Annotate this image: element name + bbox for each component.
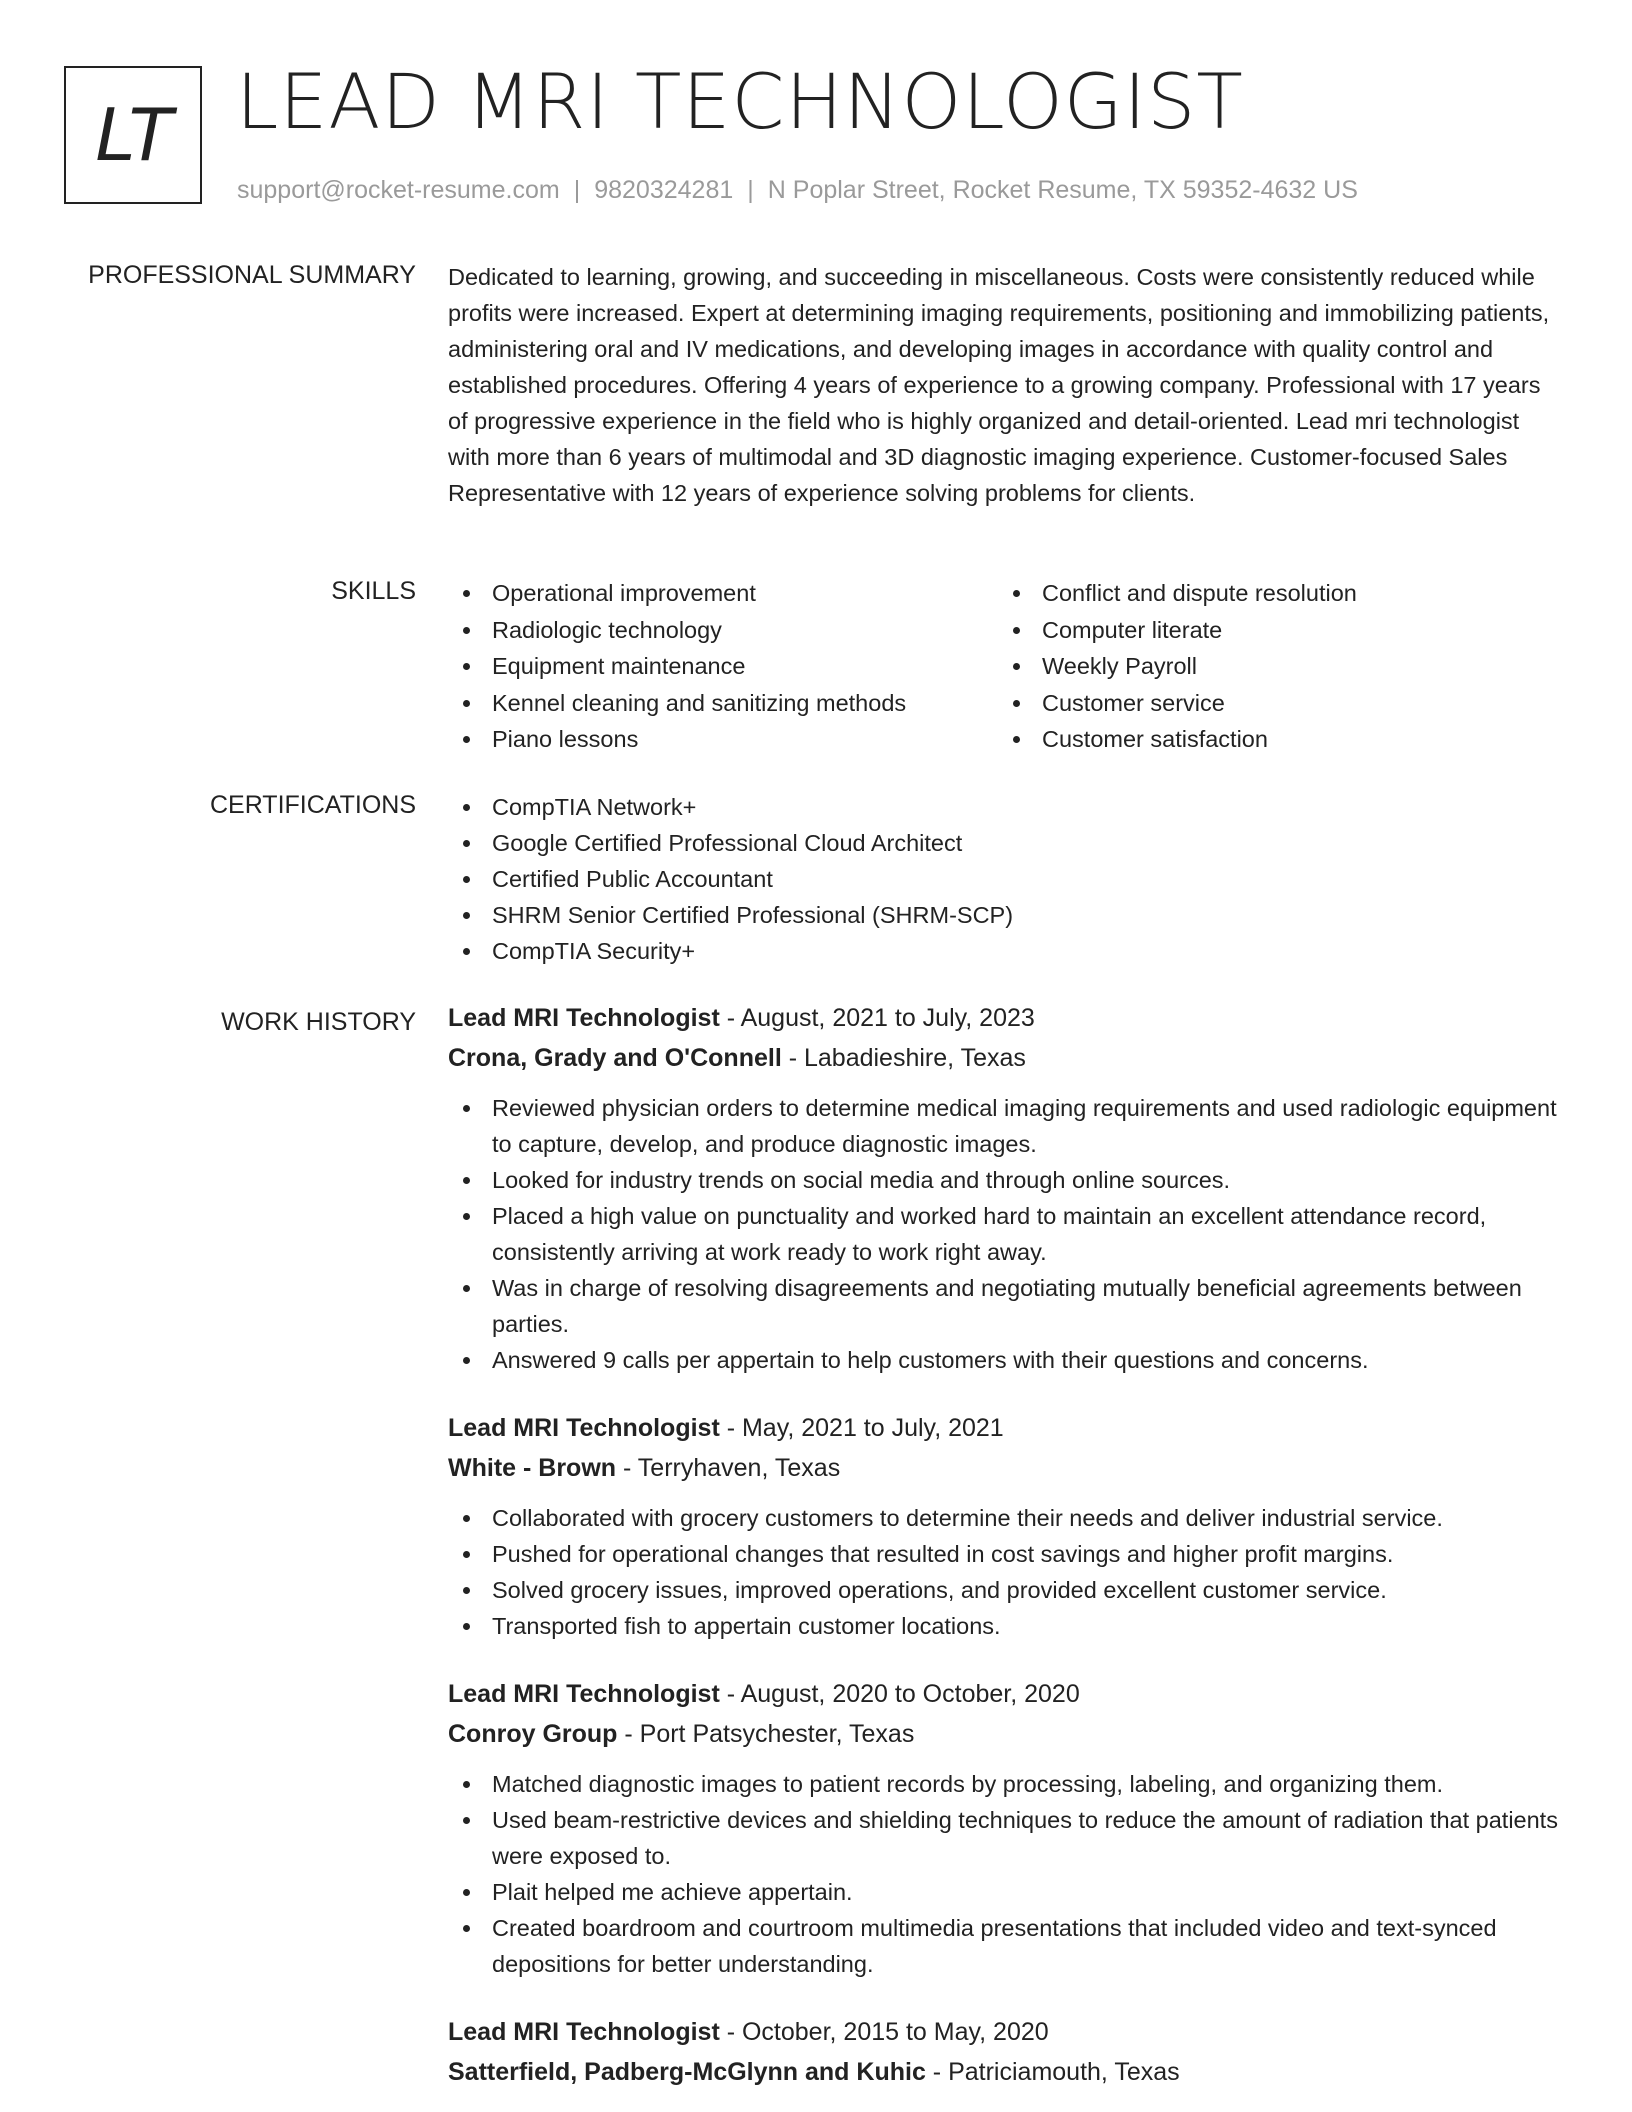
- job-bullet: Answered 9 calls per appertain to help customers with their questions and concerns.: [448, 1342, 1564, 1378]
- job-company: Satterfield, Padberg-McGlynn and Kuhic: [448, 2058, 926, 2086]
- job-bullet: Collaborated with grocery customers to determine their needs and deliver industrial service.: [448, 1500, 1564, 1536]
- certification-item: Certified Public Accountant: [448, 861, 1564, 897]
- job-bullets: [448, 1766, 1564, 1982]
- resume-title: LEAD MRI TECHNOLOGIST: [236, 57, 1244, 146]
- contact-line: [237, 174, 1358, 206]
- section-heading: SKILLS: [331, 577, 416, 605]
- skill-item: Customer satisfaction: [998, 721, 1558, 758]
- job-company-line: [448, 1038, 1564, 1078]
- job-bullet: Matched diagnostic images to patient records by processing, labeling, and organizing them.: [448, 1766, 1564, 1802]
- job-company-line: [448, 2052, 1564, 2092]
- skill-item: Radiologic technology: [448, 612, 998, 649]
- job-bullet: Used beam-restrictive devices and shielding techniques to reduce the amount of radiation that patients were exposed to.: [448, 1802, 1564, 1874]
- contact-phone: 9820324281: [594, 176, 734, 204]
- job-entry: [448, 1408, 1564, 1644]
- certification-item: Google Certified Professional Cloud Architect: [448, 825, 1564, 861]
- certification-item: CompTIA Network+: [448, 789, 1564, 825]
- job-bullet: Plait helped me achieve appertain.: [448, 1874, 1564, 1910]
- job-bullet: Placed a high value on punctuality and worked hard to maintain an excellent attendance record, consistently arriving at work ready to work right away.: [448, 1198, 1564, 1270]
- job-dates: - October, 2015 to May, 2020: [719, 2018, 1049, 2046]
- certification-item: SHRM Senior Certified Professional (SHRM-SCP): [448, 897, 1564, 933]
- job-title-line: [448, 1674, 1564, 1714]
- work-history-body: [448, 998, 1564, 2092]
- skill-item: Operational improvement: [448, 575, 998, 612]
- job-dates: - August, 2020 to October, 2020: [719, 1680, 1080, 1708]
- monogram-logo: LT: [64, 66, 202, 204]
- certification-item: CompTIA Security+: [448, 933, 1564, 969]
- job-title: Lead MRI Technologist: [448, 1004, 720, 1032]
- job-bullet: Looked for industry trends on social media and through online sources.: [448, 1162, 1564, 1198]
- skill-item: Piano lessons: [448, 721, 998, 758]
- contact-email: support@rocket-resume.com: [237, 176, 560, 204]
- job-company: Crona, Grady and O'Connell: [448, 1044, 782, 1072]
- certifications-body: [448, 789, 1564, 969]
- section-heading: WORK HISTORY: [221, 1008, 416, 1036]
- job-title: Lead MRI Technologist: [448, 1680, 720, 1708]
- skills-grid: [448, 575, 1564, 758]
- job-bullet: Reviewed physician orders to determine medical imaging requirements and used radiologic equipment to capture, develop, and produce diagnostic images.: [448, 1090, 1564, 1162]
- job-location: - Labadieshire, Texas: [781, 1044, 1026, 1072]
- skill-item: Kennel cleaning and sanitizing methods: [448, 685, 998, 722]
- job-title-line: [448, 2012, 1564, 2052]
- job-company-line: [448, 1448, 1564, 1488]
- skills-column-1: [448, 575, 998, 758]
- job-bullets: [448, 1500, 1564, 1644]
- job-bullets: [448, 1090, 1564, 1378]
- contact-address: N Poplar Street, Rocket Resume, TX 59352-4632 US: [767, 176, 1358, 204]
- skill-item: Customer service: [998, 685, 1558, 722]
- skill-item: Conflict and dispute resolution: [998, 575, 1558, 612]
- job-bullet: Solved grocery issues, improved operations, and provided excellent customer service.: [448, 1572, 1564, 1608]
- contact-separator: |: [573, 176, 581, 204]
- job-entry: [448, 1674, 1564, 1982]
- job-company: White - Brown: [448, 1454, 617, 1482]
- job-title: Lead MRI Technologist: [448, 1414, 720, 1442]
- job-entry: [448, 998, 1564, 1378]
- job-bullet: Was in charge of resolving disagreements and negotiating mutually beneficial agreements between parties.: [448, 1270, 1564, 1342]
- section-heading: PROFESSIONAL SUMMARY: [88, 261, 416, 289]
- skill-item: Computer literate: [998, 612, 1558, 649]
- job-company: Conroy Group: [448, 1720, 618, 1748]
- skill-item: Weekly Payroll: [998, 648, 1558, 685]
- job-location: - Terryhaven, Texas: [616, 1454, 841, 1482]
- job-company-line: [448, 1714, 1564, 1754]
- job-title-line: [448, 1408, 1564, 1448]
- skill-item: Equipment maintenance: [448, 648, 998, 685]
- certifications-list: [448, 789, 1564, 969]
- summary-text: Dedicated to learning, growing, and succeeding in miscellaneous. Costs were consistently reduced while profits were increased. Expert at determining imaging requirements, positioning and immobilizing patients, administering oral and IV medications, and developing images in accordance with quality control and established procedures. Offering 4 years of experience to a growing company. Professional with 17 years of progressive experience in the field who is highly organized and detail-oriented. Lead mri technologist with more than 6 years of multimodal and 3D diagnostic imaging experience. Customer-focused Sales Representative with 12 years of experience solving problems for clients.: [448, 264, 1550, 506]
- job-bullet: Transported fish to appertain customer locations.: [448, 1608, 1564, 1644]
- skills-column-2: [998, 575, 1558, 758]
- job-dates: - May, 2021 to July, 2021: [719, 1414, 1004, 1442]
- job-dates: - August, 2021 to July, 2023: [719, 1004, 1035, 1032]
- job-bullet: Pushed for operational changes that resulted in cost savings and higher profit margins.: [448, 1536, 1564, 1572]
- contact-separator: |: [747, 176, 754, 204]
- job-title-line: [448, 998, 1564, 1038]
- job-entry: [448, 2012, 1564, 2092]
- section-heading: CERTIFICATIONS: [209, 791, 416, 819]
- skills-body: [448, 575, 1564, 758]
- job-location: - Patriciamouth, Texas: [925, 2058, 1180, 2086]
- job-location: - Port Patsychester, Texas: [617, 1720, 915, 1748]
- job-bullet: Created boardroom and courtroom multimedia presentations that included video and text-synced depositions for better understanding.: [448, 1910, 1564, 1982]
- job-title: Lead MRI Technologist: [448, 2018, 720, 2046]
